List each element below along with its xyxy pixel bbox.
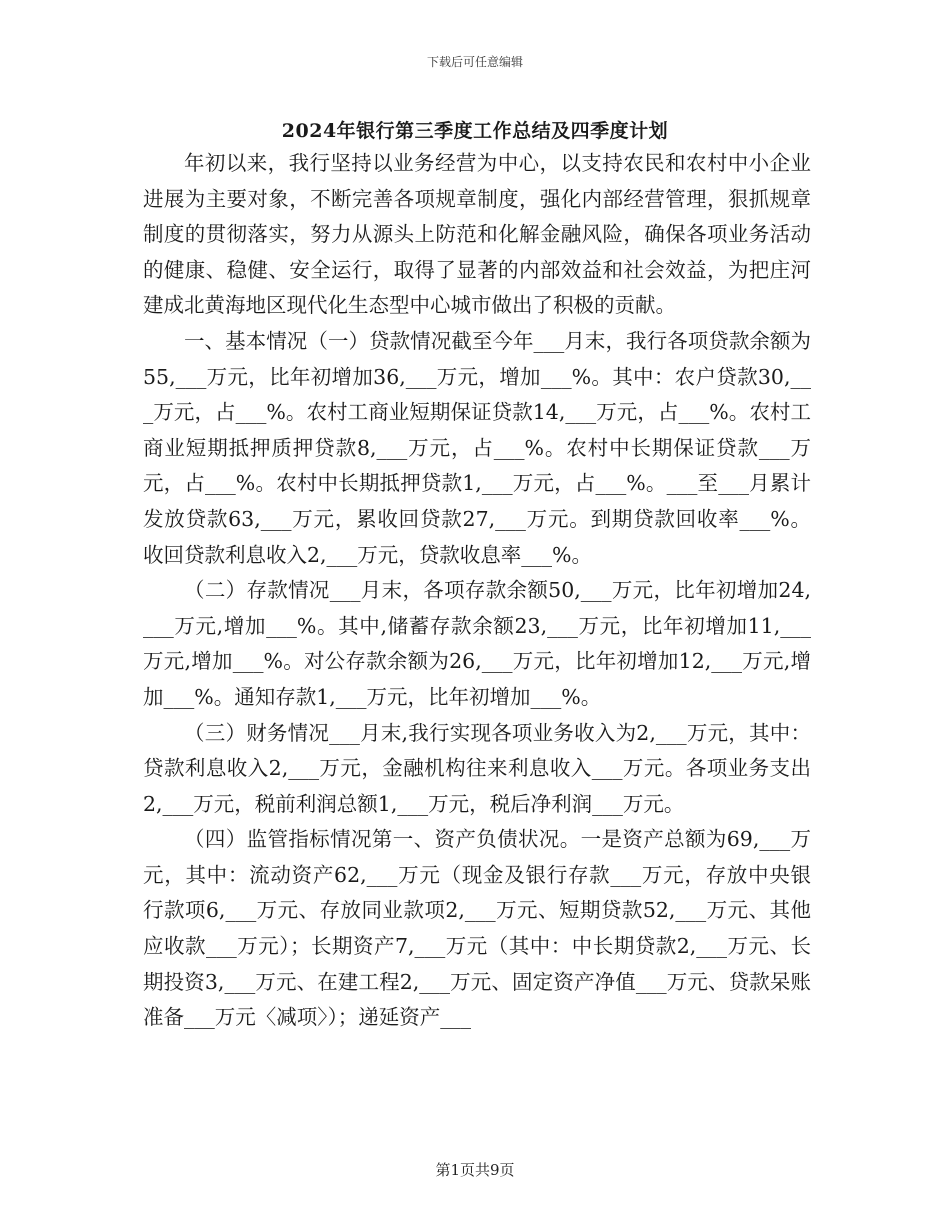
page-header-note: 下载后可任意编辑	[426, 55, 523, 69]
document-body	[143, 146, 811, 1036]
paragraph-finance: （三）财务情况___月末,我行实现各项业务收入为2,___万元，其中：贷款利息收入2,___万元，金融机构往来利息收入___万元。各项业务支出2,___万元，税前利润总额1,___万元，税后净利润___万元。	[143, 720, 811, 816]
paragraph-deposits: （二）存款情况___月末，各项存款余额50,___万元，比年初增加24,___万元,增加___%。其中,储蓄存款余额23,___万元，比年初增加11,___万元,增加___%。对公存款余额为26,___万元，比年初增加12,___万元,增加___%。通知存款1,___万元，比年初增加___%。	[143, 578, 811, 709]
paragraph-loans: 一、基本情况（一）贷款情况截至今年___月末，我行各项贷款余额为55,___万元，比年初增加36,___万元，增加___%。其中：农户贷款30,___万元，占___%。农村工商业短期保证贷款14,___万元，占___%。农村工商业短期抵押质押贷款8,___万元，占___%。农村中长期保证贷款___万元，占___%。农村中长期抵押贷款1,___万元，占___%。___至___月累计发放贷款63,___万元，累收回贷款27,___万元。到期贷款回收率___%。收回贷款利息收入2,___万元，贷款收息率___%。	[143, 328, 811, 567]
document-title: 2024年银行第三季度工作总结及四季度计划	[281, 120, 669, 142]
paragraph-regulatory: （四）监管指标情况第一、资产负债状况。一是资产总额为69,___万元，其中：流动资产62,___万元（现金及银行存款___万元，存放中央银行款项6,___万元、存放同业款项2,___万元、短期贷款52,___万元、其他应收款___万元）；长期资产7,___万元（其中：中长期贷款2,___万元、长期投资3,___万元、在建工程2,___万元、固定资产净值___万元、贷款呆账准备___万元〈减项〉）；递延资产___	[143, 827, 811, 1030]
page-number: 第1页共9页	[435, 1161, 515, 1179]
paragraph-intro: 年初以来，我行坚持以业务经营为中心，以支持农民和农村中小企业进展为主要对象，不断完善各项规章制度，强化内部经营管理，狠抓规章制度的贯彻落实，努力从源头上防范和化解金融风险，确保各项业务活动的健康、稳健、安全运行，取得了显著的内部效益和社会效益，为把庄河建成北黄海地区现代化生态型中心城市做出了积极的贡献。	[143, 151, 811, 318]
